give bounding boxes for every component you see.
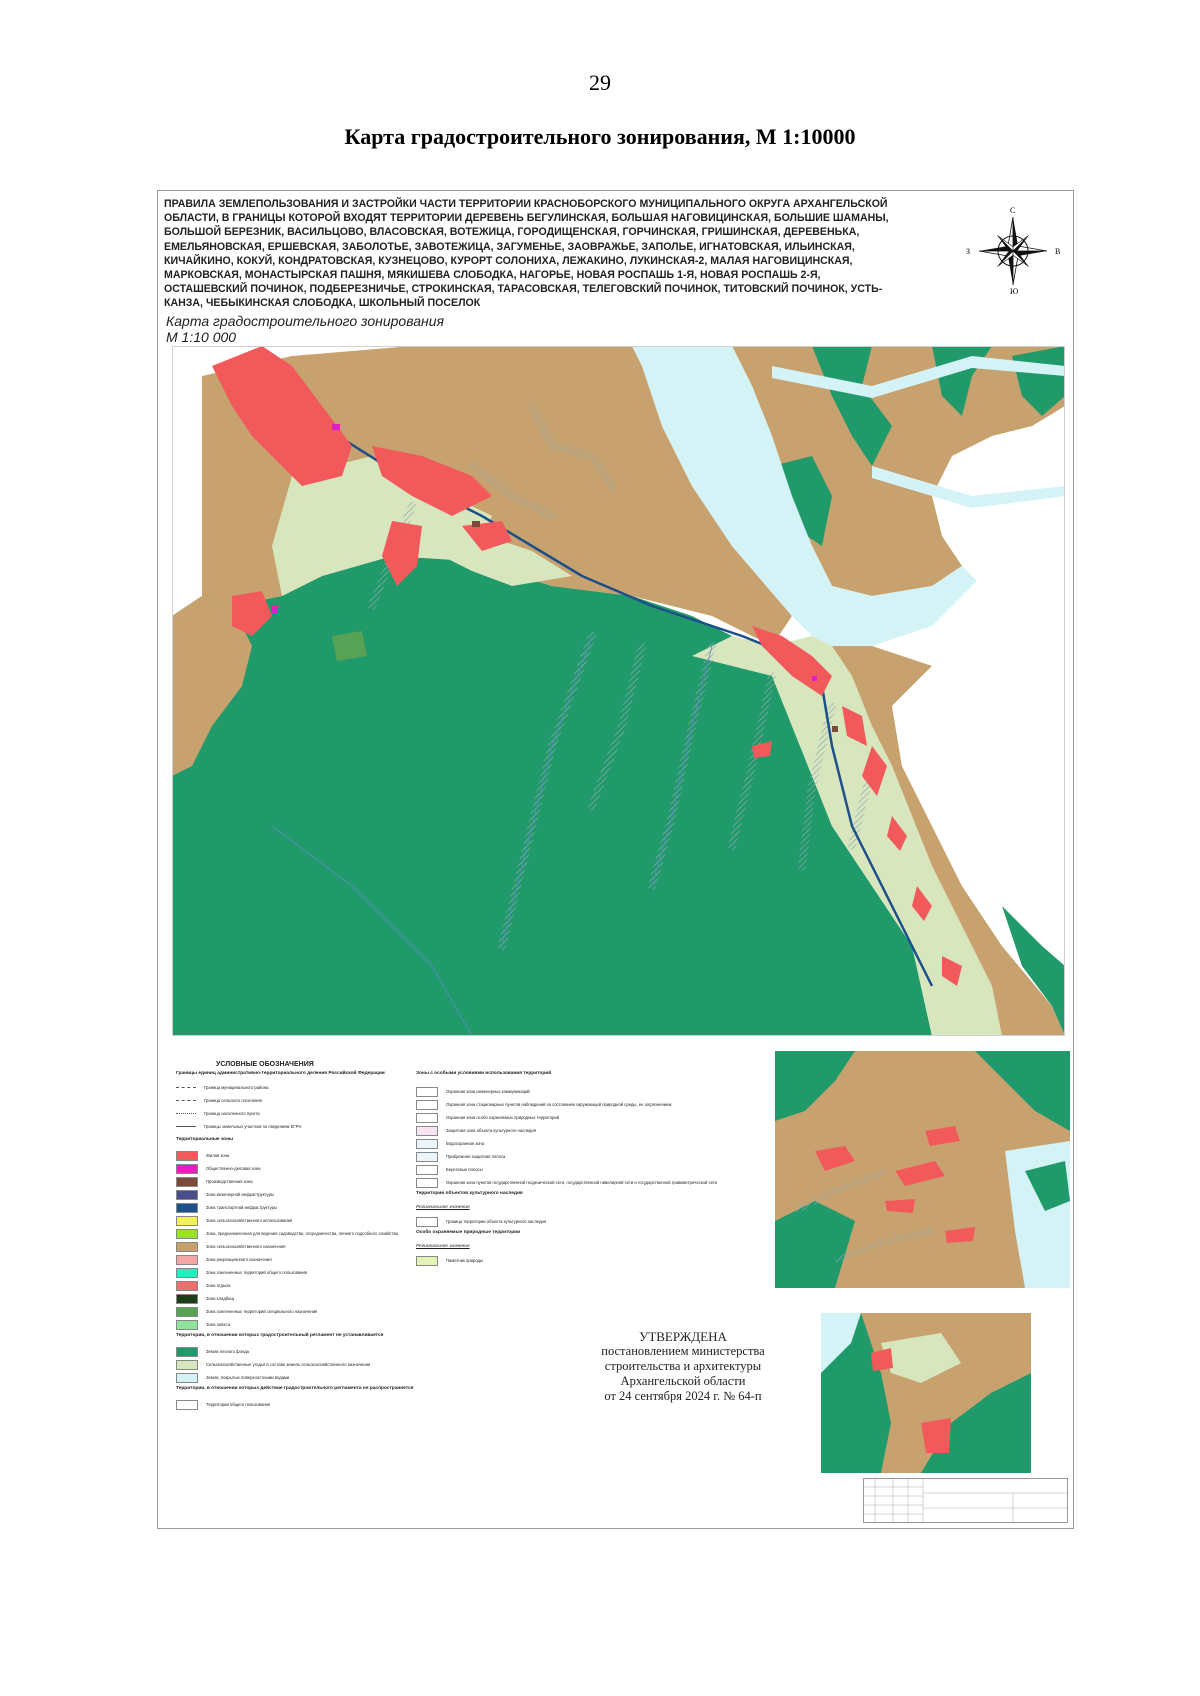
legend-item bbox=[176, 1216, 292, 1226]
legend-swatch bbox=[416, 1126, 438, 1136]
legend-label: Земли, покрытые поверхностными водами bbox=[206, 1375, 290, 1381]
legend-swatch bbox=[176, 1307, 198, 1317]
legend-swatch bbox=[176, 1373, 198, 1383]
legend-subheading: Региональное значение bbox=[416, 1244, 470, 1249]
legend-swatch bbox=[176, 1190, 198, 1200]
header-line: ЕМЕЛЬЯНОВСКАЯ, ЕРШЕВСКАЯ, ЗАБОЛОТЬЕ, ЗАВОТЕЖИЦА, ЗАГУМЕНЬЕ, ЗАОВРАЖЬЕ, ЗАПОЛЬЕ, ИГНАТОВСКАЯ, ИЛЬИНСКАЯ, bbox=[164, 240, 855, 253]
legend-swatch bbox=[176, 1164, 198, 1174]
legend-swatch bbox=[176, 1400, 198, 1410]
approval-title: УТВЕРЖДЕНА bbox=[639, 1329, 727, 1344]
legend-label: Охранная зона инженерных коммуникаций bbox=[446, 1089, 530, 1095]
legend-swatch bbox=[176, 1255, 198, 1265]
legend-item bbox=[176, 1098, 262, 1103]
legend-swatch bbox=[176, 1229, 198, 1239]
legend-swatch bbox=[416, 1087, 438, 1097]
legend-item bbox=[176, 1229, 398, 1239]
approval-block bbox=[588, 1329, 778, 1404]
legend-label: Прибрежная защитная полоса bbox=[446, 1154, 506, 1160]
legend-swatch bbox=[176, 1320, 198, 1330]
legend-subheading: Региональное значение bbox=[416, 1205, 470, 1210]
legend-item bbox=[416, 1100, 671, 1110]
header-line: МАРКОВСКАЯ, МОНАСТЫРСКАЯ ПАШНЯ, МЯКИШЕВА СЛОБОДКА, НАГОРЬЕ, НОВАЯ РОСПАШЬ 1-Я, НОВАЯ РОСПАШЬ 2-Я, bbox=[164, 269, 821, 282]
legend-swatch bbox=[176, 1294, 198, 1304]
legend-section-heading: Территории объектов культурного наследия bbox=[416, 1191, 523, 1196]
legend-line-symbol bbox=[176, 1087, 196, 1088]
legend-label: Зона инженерной инфраструктуры bbox=[206, 1192, 274, 1198]
legend-item bbox=[416, 1126, 536, 1136]
legend-item bbox=[176, 1203, 277, 1213]
legend-label: Земли лесного фонда bbox=[206, 1349, 249, 1355]
legend-label: Жилая зона bbox=[206, 1153, 230, 1159]
legend-swatch bbox=[176, 1360, 198, 1370]
compass-south: Ю bbox=[1010, 287, 1019, 295]
legend-swatch bbox=[416, 1178, 438, 1188]
compass-north: С bbox=[1010, 206, 1016, 215]
legend-item bbox=[416, 1087, 530, 1097]
legend-label: Зона озелененных территорий общего пользования bbox=[206, 1270, 308, 1276]
legend-item bbox=[416, 1178, 717, 1188]
inset-map-2 bbox=[821, 1313, 1031, 1473]
legend-item bbox=[176, 1190, 274, 1200]
cemetery-zone bbox=[472, 521, 480, 527]
legend-item bbox=[176, 1360, 370, 1370]
legend-swatch bbox=[176, 1177, 198, 1187]
page-title: Карта градостроительного зонирования, М 1:10000 bbox=[344, 124, 856, 149]
page-number: 29 bbox=[589, 70, 611, 95]
legend-item bbox=[176, 1242, 286, 1252]
legend-item bbox=[176, 1373, 289, 1383]
legend-label: Зона озелененных территорий специального назначения bbox=[206, 1309, 318, 1315]
legend-label: Зона, предназначенная для ведения садоводства, огородничества, личного подсобного хозяйства bbox=[206, 1231, 398, 1237]
legend-item bbox=[176, 1347, 249, 1357]
sheet-header bbox=[164, 197, 954, 311]
legend-swatch bbox=[176, 1268, 198, 1278]
legend-right-title: Зоны с особыми условиями использования территорий bbox=[416, 1071, 552, 1076]
legend-label: Зона рекреационного назначения bbox=[206, 1257, 272, 1263]
legend-label: Зона сельскохозяйственного назначения bbox=[206, 1244, 286, 1250]
legend-item bbox=[176, 1124, 301, 1129]
legend-label: Граница муниципального района bbox=[204, 1085, 269, 1090]
header-line: ОСТАШЕВСКИЙ ПОЧИНОК, ПОДБЕРЕЗНИЧЬЕ, СТРОКИНСКАЯ, ТАРАСОВСКАЯ, ТЕЛЕГОВСКИЙ ПОЧИНОК, ТИТОВСКИЙ ПОЧИНОК, УСТЬ- bbox=[164, 283, 883, 296]
legend-label: Зона транспортной инфраструктуры bbox=[206, 1205, 277, 1211]
approval-line: Архангельской области bbox=[620, 1374, 746, 1388]
legend-line-symbol bbox=[176, 1113, 196, 1114]
legend-label: Производственная зона bbox=[206, 1179, 253, 1185]
legend-label: Охранная зона особо охраняемых природных территорий bbox=[446, 1115, 560, 1121]
zoning-sheet bbox=[157, 190, 1074, 1529]
legend-item bbox=[176, 1307, 317, 1317]
map-caption bbox=[166, 313, 444, 345]
legend-label: Береговые полосы bbox=[446, 1167, 483, 1173]
legend-label: Граница территории объекта культурного наследия bbox=[446, 1219, 547, 1225]
legend-label: Сельскохозяйственные угодья в составе земель сельскохозяйственного назначения bbox=[206, 1362, 371, 1368]
legend-swatch bbox=[416, 1113, 438, 1123]
legend-section-heading: Территории, в отношении которых действие градостроительного регламента не распространяется bbox=[176, 1386, 414, 1391]
legend-item bbox=[416, 1113, 559, 1123]
legend-item bbox=[176, 1151, 229, 1161]
legend-label: Зона запаса bbox=[206, 1322, 230, 1328]
legend-swatch bbox=[416, 1139, 438, 1149]
legend-item bbox=[176, 1320, 230, 1330]
business-zone bbox=[332, 424, 340, 430]
cemetery-zone bbox=[832, 726, 838, 732]
legend-item bbox=[176, 1400, 270, 1410]
legend-swatch bbox=[176, 1203, 198, 1213]
header-line: ОБЛАСТИ, В ГРАНИЦЫ КОТОРОЙ ВХОДЯТ ТЕРРИТОРИИ ДЕРЕВЕНЬ БЕГУЛИНСКАЯ, БОЛЬШАЯ НАГОВИЦИНСКАЯ, БОЛЬШИЕ ШАМАНЫ, bbox=[164, 212, 889, 225]
legend-item bbox=[416, 1256, 483, 1266]
legend-item bbox=[416, 1217, 546, 1227]
legend-item bbox=[176, 1177, 253, 1187]
legend-item bbox=[416, 1139, 484, 1149]
legend-line-symbol bbox=[176, 1126, 196, 1127]
legend-section-heading: Границы единиц административно-территориального деления Российской Федерации bbox=[176, 1071, 385, 1076]
compass-west: З bbox=[966, 247, 971, 256]
legend-label: Общественно-деловая зона bbox=[206, 1166, 261, 1172]
legend-item bbox=[176, 1281, 231, 1291]
legend-label: Водоохранная зона bbox=[446, 1141, 485, 1147]
compass-east: В bbox=[1055, 247, 1061, 256]
legend-title: УСЛОВНЫЕ ОБОЗНАЧЕНИЯ bbox=[216, 1061, 314, 1068]
legend-item bbox=[176, 1085, 268, 1090]
header-line: КИЧАЙКИНО, КОКУЙ, КОНДРАТОВСКАЯ, КУЗНЕЦОВО, КУРОРТ СОЛОНИХА, ЛЕЖАКИНО, ЛУКИНСКАЯ-2, МАЛАЯ НАГОВИЦИНСКАЯ, bbox=[164, 254, 853, 267]
map-scale: М 1:10 000 bbox=[166, 329, 237, 345]
legend-label: Охранная зона пунктов государственной геодезической сети, государственной нивелирной сети и государственной гравиметрической сети bbox=[446, 1180, 718, 1186]
legend-section-heading: Особо охраняемые природные территории bbox=[416, 1230, 521, 1235]
compass-rose-icon bbox=[958, 205, 1068, 295]
legend-label: Граница населенного пункта bbox=[204, 1111, 260, 1116]
legend-label: Зона кладбищ bbox=[206, 1296, 234, 1302]
legend-section-heading: Территориальные зоны bbox=[176, 1137, 234, 1142]
legend-swatch bbox=[416, 1217, 438, 1227]
header-line: БОЛЬШОЙ БЕРЕЗНИК, ВАСИЛЬЦОВО, ВЛАСОВСКАЯ, ВОТЕЖИЦА, ГОРОДИЩЕНСКАЯ, ГОРЧИНСКАЯ, ГРИШИНСКАЯ, ДЕРЕВЕНЬКА, bbox=[164, 226, 860, 239]
legend-item bbox=[176, 1294, 234, 1304]
legend-item bbox=[416, 1165, 483, 1175]
stamp-frame bbox=[864, 1479, 1068, 1523]
legend-label: Зона отдыха bbox=[206, 1283, 231, 1289]
residential-zone bbox=[921, 1418, 951, 1453]
header-line: ПРАВИЛА ЗЕМЛЕПОЛЬЗОВАНИЯ И ЗАСТРОЙКИ ЧАСТИ ТЕРРИТОРИИ КРАСНОБОРСКОГО МУНИЦИПАЛЬНОГО ОКРУГА АРХАНГЕЛЬСКОЙ bbox=[164, 198, 888, 210]
residential-zone bbox=[885, 1199, 915, 1213]
legend-swatch bbox=[416, 1165, 438, 1175]
legend-item bbox=[176, 1164, 260, 1174]
legend-swatch bbox=[176, 1216, 198, 1226]
legend-label: Зона сельскохозяйственного использования bbox=[206, 1218, 293, 1224]
map-title: Карта градостроительного зонирования bbox=[166, 313, 444, 329]
legend-swatch bbox=[416, 1100, 438, 1110]
legend-item bbox=[416, 1152, 505, 1162]
legend-swatch bbox=[176, 1347, 198, 1357]
legend-label: Территории общего пользования bbox=[206, 1402, 271, 1408]
approval-line: от 24 сентября 2024 г. № 64-п bbox=[604, 1389, 762, 1403]
legend-label: Памятник природы bbox=[446, 1258, 484, 1264]
inset-map-1 bbox=[775, 1051, 1070, 1288]
zoning-map bbox=[172, 346, 1065, 1036]
legend-label: Границы земельных участков по сведениям ЕГРН bbox=[204, 1124, 302, 1129]
legend-label: Охранная зона стационарных пунктов наблюдений за состоянием окружающей природной среды, ее загрязнением bbox=[446, 1102, 672, 1108]
greenery-zone bbox=[332, 631, 367, 661]
legend-line-symbol bbox=[176, 1100, 196, 1101]
legend-swatch bbox=[176, 1151, 198, 1161]
header-line: КАНЗА, ЧЕБЫКИНСКАЯ СЛОБОДКА, ШКОЛЬНЫЙ ПОСЕЛОК bbox=[164, 297, 481, 310]
business-zone bbox=[812, 676, 817, 681]
business-zone bbox=[272, 606, 278, 614]
legend-swatch bbox=[416, 1152, 438, 1162]
title-block-stamp bbox=[863, 1478, 1068, 1523]
legend-label: Граница сельского поселения bbox=[204, 1098, 262, 1103]
legend-swatch bbox=[176, 1242, 198, 1252]
legend-item bbox=[176, 1111, 260, 1116]
legend-swatch bbox=[416, 1256, 438, 1266]
approval-line: строительства и архитектуры bbox=[604, 1359, 762, 1373]
legend-section-heading: Территории, в отношении которых градостроительный регламент не устанавливается bbox=[176, 1333, 384, 1338]
legend-label: Защитная зона объекта культурного наследия bbox=[446, 1128, 536, 1134]
approval-line: постановлением министерства bbox=[601, 1344, 765, 1358]
legend-item bbox=[176, 1268, 307, 1278]
legend-swatch bbox=[176, 1281, 198, 1291]
legend-item bbox=[176, 1255, 272, 1265]
